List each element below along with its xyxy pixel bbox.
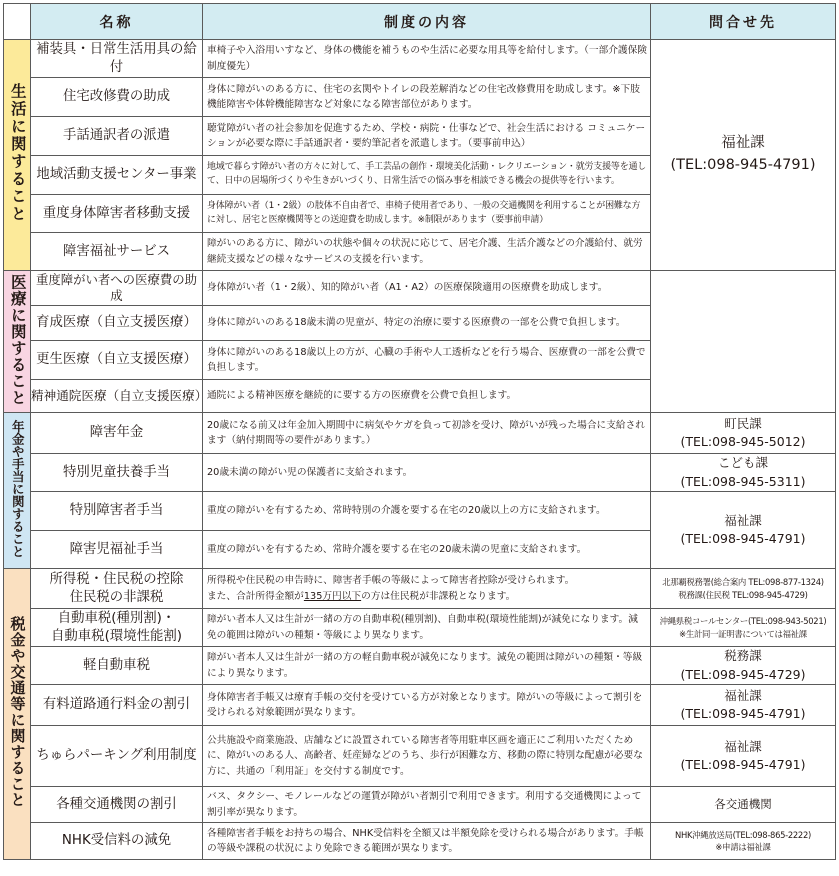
category-medical — [4, 271, 31, 413]
contact-nhk — [651, 823, 836, 860]
table-row — [4, 787, 836, 823]
contact-name: 税務課 — [724, 648, 762, 664]
contact-tel: (TEL:098-945-4791) — [680, 531, 806, 546]
welfare-services-table — [3, 3, 836, 860]
service-name: 特別児童扶養手当 — [31, 454, 203, 492]
category-label: 税金や交通等に関すること — [8, 616, 27, 808]
service-desc: 聴覚障がい者の社会参加を促進するため、学校・病院・仕事などで、社会生活における コミュニケーションが必要な際に手話通訳者・要約筆記者を派遣します。（要事前申込） — [203, 117, 651, 156]
service-name: NHK受信料の減免 — [31, 823, 203, 860]
service-name — [31, 609, 203, 647]
category-label: 年金や手当に関すること — [10, 419, 26, 558]
service-name: 住宅改修費の助成 — [31, 78, 203, 117]
table-row — [4, 271, 836, 306]
table-row — [4, 685, 836, 726]
service-name: 重度身体障害者移動支援 — [31, 195, 203, 233]
contact-line1: 北那覇税務署(総合案内 TEL:098-877-1324) — [662, 577, 824, 588]
service-desc: 身体に障がいのある方に、住宅の玄関やトイレの段差解消などの住宅改修費用を助成します。※下肢機能障害や体幹機能障害など対象になる障害部位があります。 — [203, 78, 651, 117]
contact-name: 福祉課 — [721, 135, 765, 152]
service-desc: 重度の障がいを有するため、常時介護を要する在宅の20歳未満の児童に支給されます。 — [203, 531, 651, 569]
service-desc: 障がい者本人又は生計が一緒の方の軽自動車税が減免になります。減免の範囲は障がいの種類・等級により異なります。 — [203, 647, 651, 685]
contact-tel: (TEL:098-945-4791) — [680, 706, 806, 721]
contact-name: こども課 — [717, 455, 768, 471]
contact-line2: 税務課(住民税 TEL:098-945-4729) — [678, 589, 808, 600]
service-desc: 身体に障がいのある18歳以上の方が、心臓の手術や人工透析などを行う場合、医療費の一部を公費で負担します。 — [203, 341, 651, 380]
contact-tel: (TEL:098-945-4791) — [670, 157, 816, 173]
service-desc: 各種障害者手帳をお持ちの場合、NHK受信料を全額又は半額免除を受けられる場合があります。手帳の等級や課税の状況により免除できる範囲が異なります。 — [203, 823, 651, 860]
service-desc: 身体障がい者（1・2級）、知的障がい者（A1・A2）の医療保険適用の医療費を助成します。 — [203, 271, 651, 306]
contact-line2: ※生計同一証明書については福祉課 — [679, 628, 807, 639]
service-name: 障害年金 — [31, 413, 203, 454]
category-life — [4, 40, 31, 271]
table-row — [4, 609, 836, 647]
service-name: 障害児福祉手当 — [31, 531, 203, 569]
service-desc: 身体障がい者（1・2級）の肢体不自由者で、車椅子使用者であり、一般の交通機関を利用することが困難な方に対し、居宅と医療機関等との送迎費を助成します。※制限があります（要事前申請） — [203, 195, 651, 233]
service-name: 障害福祉サービス — [31, 233, 203, 271]
service-desc-line2 — [207, 589, 647, 604]
contact-pref — [651, 609, 836, 647]
service-name-line1: 所得税・住民税の控除 — [49, 572, 184, 588]
desc-text: の方は住民税が非課税となります。 — [361, 590, 516, 602]
contact-tax-office — [651, 569, 836, 609]
service-name: 地域活動支援センター事業 — [31, 156, 203, 195]
table-row — [4, 413, 836, 454]
contact-name: 福祉課 — [724, 512, 762, 528]
service-desc: 身体障害者手帳又は療育手帳の交付を受けている方が対象となります。障がいの等級によって割引を受けられる対象範囲が異なります。 — [203, 685, 651, 726]
category-label: 生活に関すること — [8, 83, 27, 223]
table-row — [4, 492, 836, 531]
contact-blank — [651, 271, 836, 413]
header-name: 名称 — [31, 4, 203, 40]
contact-child — [651, 454, 836, 492]
table-header — [4, 4, 836, 40]
contact-tel: (TEL:098-945-4791) — [680, 757, 806, 772]
service-name-line1: 自動車税(種別割)・ — [57, 611, 176, 627]
service-desc: 身体に障がいのある18歳未満の児童が、特定の治療に要する医療費の一部を公費で負担します。 — [203, 306, 651, 341]
service-desc — [203, 569, 651, 609]
service-desc: 重度の障がいを有するため、常時特別の介護を要する在宅の20歳以上の方に支給されます。 — [203, 492, 651, 531]
service-name: 更生医療（自立支援医療） — [31, 341, 203, 380]
contact-name: 福祉課 — [724, 687, 762, 703]
table-row — [4, 569, 836, 609]
table-row — [4, 454, 836, 492]
service-desc: 障がい者本人又は生計が一緒の方の自動車税(種別割)、自動車税(環境性能割)が減免になります。減免の範囲は障がいの種類・等級により異なります。 — [203, 609, 651, 647]
service-name: 重度障がい者への医療費の助成 — [31, 271, 203, 306]
table-row — [4, 823, 836, 860]
service-desc: 20歳未満の障がい児の保護者に支給されます。 — [203, 454, 651, 492]
contact-town — [651, 413, 836, 454]
service-desc: 車椅子や入浴用いすなど、身体の機能を補うものや生活に必要な用具等を給付します。（一部介護保険制度優先） — [203, 40, 651, 78]
service-name: 各種交通機関の割引 — [31, 787, 203, 823]
contact-tel: (TEL:098-945-5311) — [680, 473, 806, 489]
service-desc: 通院による精神医療を継続的に要する方の医療費を公費で負担します。 — [203, 380, 651, 413]
contact-line1: 沖縄県税コールセンター(TEL:098-943-5021) — [659, 616, 827, 627]
contact-transport: 各交通機関 — [651, 787, 836, 823]
service-name-line2: 自動車税(環境性能割) — [51, 628, 182, 644]
service-desc-line1: 所得税や住民税の申告時に、障害者手帳の等級によって障害者控除が受けられます。 — [207, 575, 575, 587]
header-content: 制度の内容 — [203, 4, 651, 40]
contact-welfare-3 — [651, 685, 836, 726]
income-limit: 135万円以下 — [303, 590, 362, 602]
contact-tel: (TEL:098-945-4729) — [680, 666, 806, 682]
service-name: 特別障害者手当 — [31, 492, 203, 531]
contact-line1: NHK沖縄放送局(TEL:098-865-2222) — [675, 829, 811, 840]
service-desc: 地域で暮らす障がい者の方々に対して、手工芸品の創作・環境美化活動・レクリエーション・就労支援等を通して、日中の居場所づくりや生きがいづくり、日常生活での悩み事を相談できる機会の提供等を行います。 — [203, 156, 651, 195]
service-name: 有料道路通行料金の割引 — [31, 685, 203, 726]
contact-tel: (TEL:098-945-5012) — [680, 434, 806, 449]
desc-text: また、合計所得金額が — [207, 590, 304, 602]
service-name: 手話通訳者の派遣 — [31, 117, 203, 156]
service-name: 補装具・日常生活用具の給付 — [31, 40, 203, 78]
service-name: 精神通院医療（自立支援医療） — [31, 380, 203, 413]
header-blank-cell — [4, 4, 31, 40]
service-name: 育成医療（自立支援医療） — [31, 306, 203, 341]
table-row — [4, 726, 836, 787]
header-contact: 問合せ先 — [651, 4, 836, 40]
category-label: 医療に関すること — [8, 273, 27, 406]
service-desc: 20歳になる前又は年金加入期間中に病気やケガを負って初診を受け、障がいが残った場合に支給されます（納付期間等の要件があります。） — [203, 413, 651, 454]
category-tax — [4, 569, 31, 860]
contact-name: 町民課 — [724, 415, 762, 431]
service-name: 軽自動車税 — [31, 647, 203, 685]
category-pension — [4, 413, 31, 569]
table-row — [4, 40, 836, 78]
contact-welfare-4 — [651, 726, 836, 787]
contact-tax-div — [651, 647, 836, 685]
service-name: ちゅらパーキング利用制度 — [31, 726, 203, 787]
service-desc: バス、タクシー、モノレールなどの運賃が障がい者割引で利用できます。利用する交通機関によって割引率が異なります。 — [203, 787, 651, 823]
service-name — [31, 569, 203, 609]
service-desc: 公共施設や商業施設、店舗などに設置されている障害者等用駐車区画を適正にご利用いただくために、障がいのある人、高齢者、妊産婦などのうち、歩行が困難な方、移動の際に特別な配慮が必要な方に、共通の「利用証」を交付する制度です。 — [203, 726, 651, 787]
service-desc: 障がいのある方に、障がいの状態や個々の状況に応じて、居宅介護、生活介護などの介護給付、就労継続支援などの様々なサービスの支援を行います。 — [203, 233, 651, 271]
table-row — [4, 647, 836, 685]
contact-welfare-2 — [651, 492, 836, 569]
contact-welfare — [651, 40, 836, 271]
contact-line2: ※申請は福祉課 — [715, 842, 771, 852]
contact-name: 福祉課 — [724, 738, 762, 754]
service-name-line2: 住民税の非課税 — [69, 589, 164, 605]
